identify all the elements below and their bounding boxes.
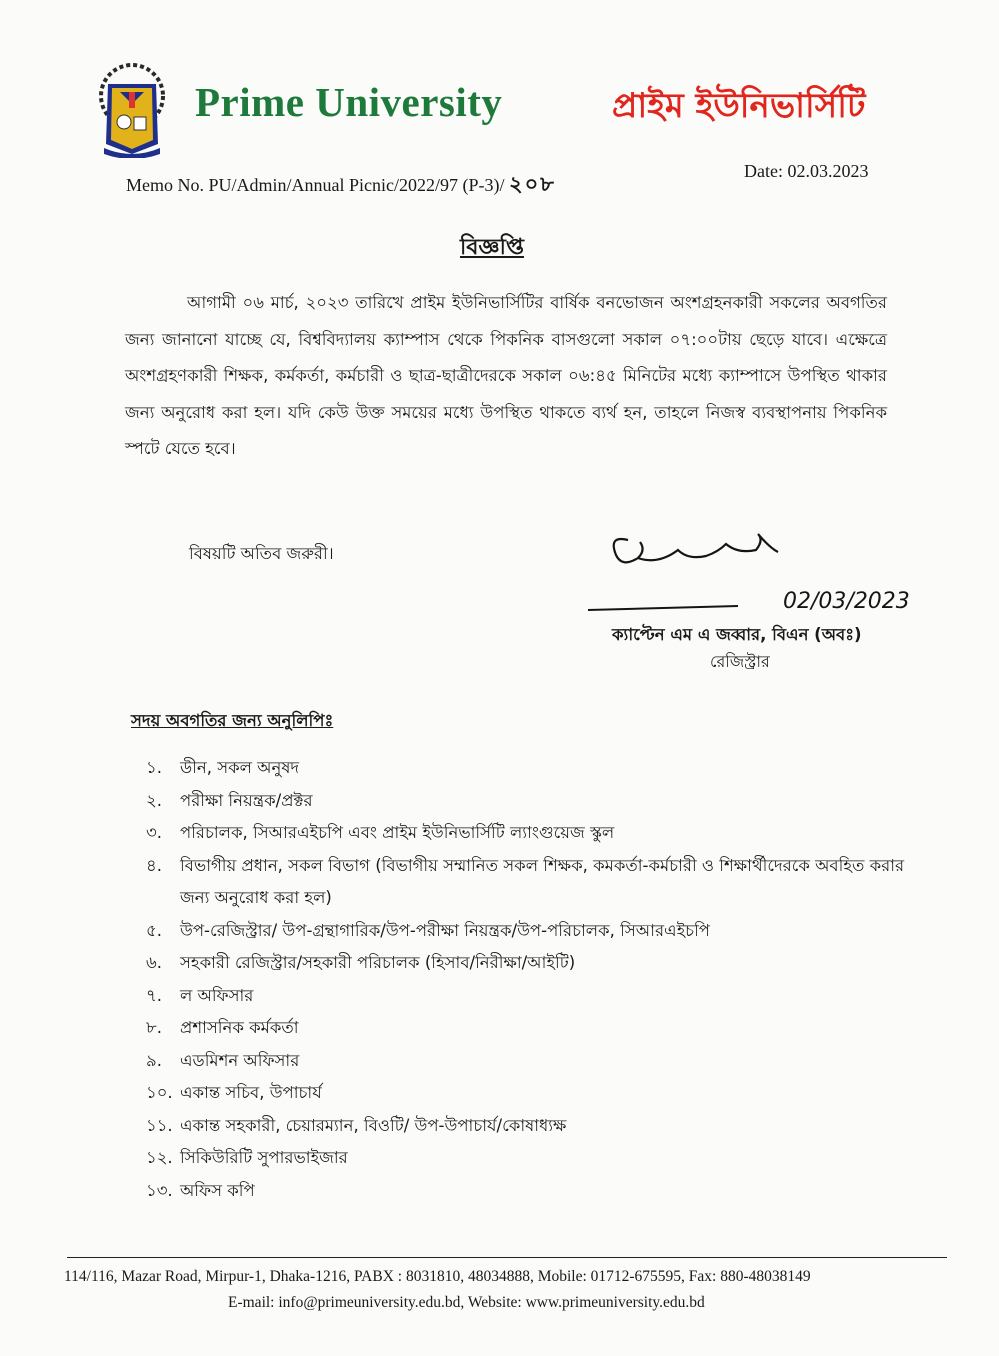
- item-number: ১.: [146, 758, 162, 777]
- list-item: [146, 1077, 906, 1110]
- university-logo: [98, 62, 166, 158]
- item-text: সহকারী রেজিস্ট্রার/সহকারী পরিচালক (হিসাব/নিরীক্ষা/আইটি): [180, 953, 576, 972]
- item-text: অফিস কপি: [180, 1180, 255, 1200]
- handwritten-signature: [588, 520, 928, 620]
- list-item: [146, 1110, 906, 1143]
- university-name-bn: প্রাইম ইউনিভার্সিটি: [612, 86, 866, 126]
- item-text: পরিচালক, সিআরএইচপি এবং প্রাইম ইউনিভার্সিটি ল্যাংগুয়েজ স্কুল: [180, 823, 615, 842]
- list-item: [146, 1045, 906, 1078]
- list-item: [146, 752, 906, 785]
- notice-heading: বিজ্ঞপ্তি: [460, 235, 524, 260]
- item-text: একান্ত সহকারী, চেয়ারম্যান, বিওটি/ উপ-উপাচার্য/কোষাধ্যক্ষ: [180, 1115, 567, 1135]
- item-text: সিকিউরিটি সুপারভাইজার: [180, 1148, 348, 1167]
- item-number: ৫.: [146, 920, 162, 940]
- memo-prefix: Memo No. PU/Admin/Annual Picnic/2022/97 (P-3)/: [126, 175, 509, 195]
- item-text: ডীন, সকল অনুষদ: [180, 758, 300, 777]
- item-number: ৩.: [146, 823, 162, 842]
- list-item: [146, 1142, 906, 1175]
- item-number: ৭.: [146, 985, 162, 1005]
- item-number: ৪.: [146, 855, 162, 875]
- footer-divider: [67, 1257, 947, 1258]
- list-item: [146, 1012, 906, 1045]
- memo-date: Date: 02.03.2023: [744, 161, 869, 181]
- item-number: ২.: [146, 790, 162, 810]
- list-item: [146, 817, 906, 850]
- item-text: পরীক্ষা নিয়ন্ত্রক/প্রক্টর: [180, 790, 313, 810]
- urgent-note: বিষয়টি অতিব জরুরী।: [189, 544, 334, 563]
- item-text: প্রশাসনিক কর্মকর্তা: [180, 1018, 299, 1037]
- item-number: ৯.: [146, 1050, 162, 1070]
- memo-number-line: [126, 168, 556, 203]
- university-name-en: Prime University: [195, 79, 503, 125]
- item-number: ৮.: [146, 1018, 162, 1037]
- signature-date: 02/03/2023: [783, 589, 910, 614]
- item-number: ৬.: [146, 953, 162, 972]
- cc-list: [146, 752, 906, 1207]
- list-item: [146, 915, 906, 948]
- item-text: এডমিশন অফিসার: [180, 1050, 300, 1070]
- memo-serial: ২০৮: [508, 172, 556, 196]
- list-item: [146, 785, 906, 818]
- item-text: উপ-রেজিস্ট্রার/ উপ-গ্রন্থাগারিক/উপ-পরীক্ষা নিয়ন্ত্রক/উপ-পরিচালক, সিআরএইচপি: [180, 920, 710, 940]
- list-item: [146, 850, 906, 915]
- item-text: বিভাগীয় প্রধান, সকল বিভাগ (বিভাগীয় সম্মানিত সকল শিক্ষক, কমকর্তা-কর্মচারী ও শিক্ষার্থীদেরকে অবহিত করার জন্য অনুরোধ করা হল): [180, 855, 905, 907]
- list-item: [146, 1175, 906, 1208]
- item-number: ১১.: [146, 1115, 173, 1135]
- item-number: ১২.: [146, 1148, 173, 1167]
- footer-contact: E-mail: info@primeuniversity.edu.bd, Website: www.primeuniversity.edu.bd: [228, 1294, 705, 1311]
- signer-name: ক্যাপ্টেন এম এ জব্বার, বিএন (অবঃ): [612, 625, 862, 644]
- item-text: একান্ত সচিব, উপাচার্য: [180, 1083, 322, 1102]
- item-number: ১৩.: [146, 1180, 173, 1200]
- notice-paragraph: আগামী ০৬ মার্চ, ২০২৩ তারিখে প্রাইম ইউনিভার্সিটির বার্ষিক বনভোজন অংশগ্রহনকারী সকলের অবগতির জন্য জানানো যাচ্ছে যে, বিশ্ববিদ্যালয় ক্যাম্পাস থেকে পিকনিক বাসগুলো সকাল ০৭:০০টায় ছেড়ে যাবে। এক্ষেত্রে অংশগ্রহণকারী শিক্ষক, কর্মকর্তা, কর্মচারী ও ছাত্র-ছাত্রীদেরকে সকাল ০৬:৪৫ মিনিটের মধ্যে ক্যাম্পাসে উপস্থিত থাকার জন্য অনুরোধ করা হল। যদি কেউ উক্ত সময়ের মধ্যে উপস্থিত থাকতে ব্যর্থ হন, তাহলে নিজস্ব ব্যবস্থাপনায় পিকনিক স্পটে যেতে হবে।: [125, 293, 887, 458]
- item-text: ল অফিসার: [180, 985, 254, 1005]
- notice-body: [125, 285, 887, 468]
- footer-address: 114/116, Mazar Road, Mirpur-1, Dhaka-1216, PABX : 8031810, 48034888, Mobile: 01712-675595, Fax: 880-48038149: [64, 1268, 811, 1285]
- cc-title: সদয় অবগতির জন্য অনুলিপিঃ: [131, 711, 334, 730]
- signer-designation: রেজিস্ট্রার: [710, 652, 770, 671]
- item-number: ১০.: [146, 1083, 173, 1102]
- list-item: [146, 947, 906, 980]
- list-item: [146, 980, 906, 1013]
